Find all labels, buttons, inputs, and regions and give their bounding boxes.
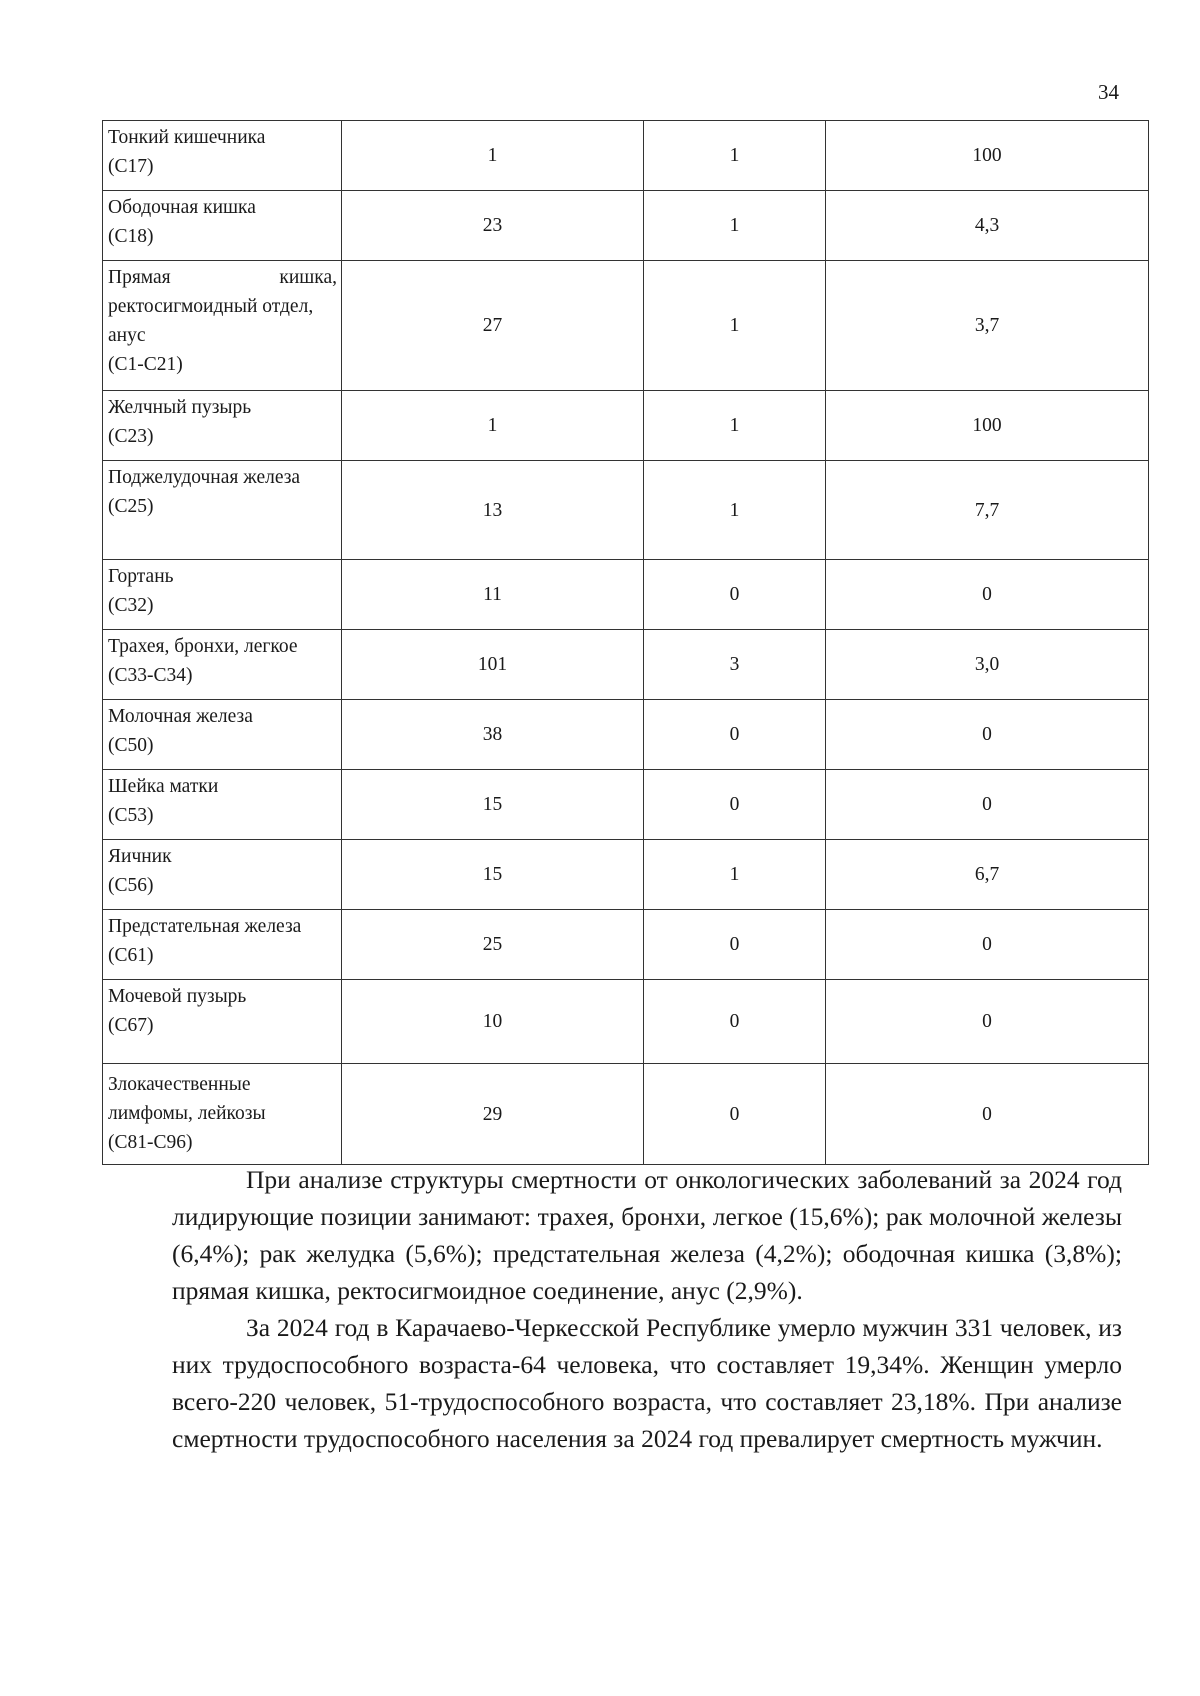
percent-cell: 100 bbox=[826, 121, 1149, 191]
deaths-cell: 0 bbox=[644, 1064, 826, 1165]
deaths-cell: 1 bbox=[644, 261, 826, 391]
table-row bbox=[103, 121, 1149, 191]
body-text bbox=[172, 1161, 1122, 1457]
deaths-cell: 1 bbox=[644, 391, 826, 461]
cases-cell: 27 bbox=[342, 261, 644, 391]
site-code: (С50) bbox=[108, 735, 154, 756]
mortality-table bbox=[102, 120, 1149, 1165]
site-code: (С1-С21) bbox=[108, 354, 183, 375]
table-row bbox=[103, 391, 1149, 461]
percent-cell: 0 bbox=[826, 980, 1149, 1064]
percent-cell: 0 bbox=[826, 910, 1149, 980]
site-name: Злокачественные лимфомы, лейкозы bbox=[108, 1074, 266, 1124]
cases-cell: 10 bbox=[342, 980, 644, 1064]
deaths-cell: 0 bbox=[644, 910, 826, 980]
site-code: (С53) bbox=[108, 805, 154, 826]
percent-cell: 3,7 bbox=[826, 261, 1149, 391]
deaths-cell: 0 bbox=[644, 700, 826, 770]
table-row bbox=[103, 840, 1149, 910]
site-name: Мочевой пузырь bbox=[108, 986, 247, 1007]
percent-cell: 0 bbox=[826, 1064, 1149, 1165]
cases-cell: 101 bbox=[342, 630, 644, 700]
site-cell bbox=[103, 840, 342, 910]
site-code: (С25) bbox=[108, 496, 154, 517]
site-cell bbox=[103, 910, 342, 980]
site-code: (С56) bbox=[108, 875, 154, 896]
deaths-cell: 0 bbox=[644, 560, 826, 630]
percent-cell: 100 bbox=[826, 391, 1149, 461]
deaths-cell: 1 bbox=[644, 461, 826, 560]
cases-cell: 13 bbox=[342, 461, 644, 560]
site-cell bbox=[103, 391, 342, 461]
deaths-cell: 0 bbox=[644, 980, 826, 1064]
site-code: (С18) bbox=[108, 226, 154, 247]
site-code: (С33-С34) bbox=[108, 665, 193, 686]
site-name: Ободочная кишка bbox=[108, 197, 256, 218]
site-code: (С32) bbox=[108, 595, 154, 616]
site-cell bbox=[103, 770, 342, 840]
percent-cell: 0 bbox=[826, 560, 1149, 630]
site-name: Поджелудочная железа bbox=[108, 467, 301, 488]
site-cell bbox=[103, 630, 342, 700]
cases-cell: 15 bbox=[342, 770, 644, 840]
percent-cell: 0 bbox=[826, 700, 1149, 770]
site-cell bbox=[103, 980, 342, 1064]
table-row bbox=[103, 191, 1149, 261]
deaths-cell: 0 bbox=[644, 770, 826, 840]
cases-cell: 29 bbox=[342, 1064, 644, 1165]
site-cell bbox=[103, 461, 342, 560]
cases-cell: 38 bbox=[342, 700, 644, 770]
deaths-cell: 3 bbox=[644, 630, 826, 700]
site-name-continued: ректосигмоидный отдел, анус bbox=[108, 296, 314, 346]
site-name: Гортань bbox=[108, 566, 174, 587]
cases-cell: 15 bbox=[342, 840, 644, 910]
percent-cell: 4,3 bbox=[826, 191, 1149, 261]
site-name: Прямая кишка, bbox=[108, 267, 337, 288]
site-name: Молочная железа bbox=[108, 706, 253, 727]
site-name: Желчный пузырь bbox=[108, 397, 252, 418]
table-row bbox=[103, 770, 1149, 840]
page-number: 34 bbox=[1098, 80, 1119, 104]
percent-cell: 0 bbox=[826, 770, 1149, 840]
deaths-cell: 1 bbox=[644, 191, 826, 261]
site-code: (С23) bbox=[108, 426, 154, 447]
site-code: (С61) bbox=[108, 945, 154, 966]
site-code: (С17) bbox=[108, 156, 154, 177]
cases-cell: 25 bbox=[342, 910, 644, 980]
site-cell bbox=[103, 191, 342, 261]
cases-cell: 23 bbox=[342, 191, 644, 261]
site-name: Яичник bbox=[108, 846, 172, 867]
table-row bbox=[103, 461, 1149, 560]
site-name: Трахея, бронхи, легкое bbox=[108, 636, 298, 657]
site-code: (С81-С96) bbox=[108, 1132, 193, 1153]
deaths-cell: 1 bbox=[644, 840, 826, 910]
table-row bbox=[103, 630, 1149, 700]
paragraph-working-age-mortality: За 2024 год в Карачаево-Черкесской Республике умерло мужчин 331 человек, из них трудоспособного возраста-64 человека, что составляет 19,34%. Женщин умерло всего-220 человек, 51-трудоспособного возраста, что составляет 23,18%. При анализе смертности трудоспособного населения за 2024 год превалирует смертность мужчин. bbox=[172, 1313, 1122, 1453]
table-row bbox=[103, 261, 1149, 391]
site-cell bbox=[103, 121, 342, 191]
site-code: (С67) bbox=[108, 1015, 154, 1036]
percent-cell: 7,7 bbox=[826, 461, 1149, 560]
site-cell bbox=[103, 1064, 342, 1165]
cases-cell: 11 bbox=[342, 560, 644, 630]
table-row bbox=[103, 910, 1149, 980]
table-row bbox=[103, 560, 1149, 630]
site-cell bbox=[103, 700, 342, 770]
site-name: Предстательная железа bbox=[108, 916, 302, 937]
table-row bbox=[103, 700, 1149, 770]
site-name: Тонкий кишечника bbox=[108, 127, 266, 148]
site-name: Шейка матки bbox=[108, 776, 219, 797]
table-row bbox=[103, 1064, 1149, 1165]
site-cell bbox=[103, 560, 342, 630]
percent-cell: 6,7 bbox=[826, 840, 1149, 910]
cases-cell: 1 bbox=[342, 121, 644, 191]
deaths-cell: 1 bbox=[644, 121, 826, 191]
cases-cell: 1 bbox=[342, 391, 644, 461]
percent-cell: 3,0 bbox=[826, 630, 1149, 700]
table-row bbox=[103, 980, 1149, 1064]
site-cell bbox=[103, 261, 342, 391]
paragraph-mortality-structure: При анализе структуры смертности от онкологических заболеваний за 2024 год лидирующие позиции занимают: трахея, бронхи, легкое (15,6%); рак молочной железы (6,4%); рак желудка (5,6%); предстательная железа (4,2%); ободочная кишка (3,8%); прямая кишка, ректосигмоидное соединение, анус (2,9%). bbox=[172, 1165, 1122, 1305]
